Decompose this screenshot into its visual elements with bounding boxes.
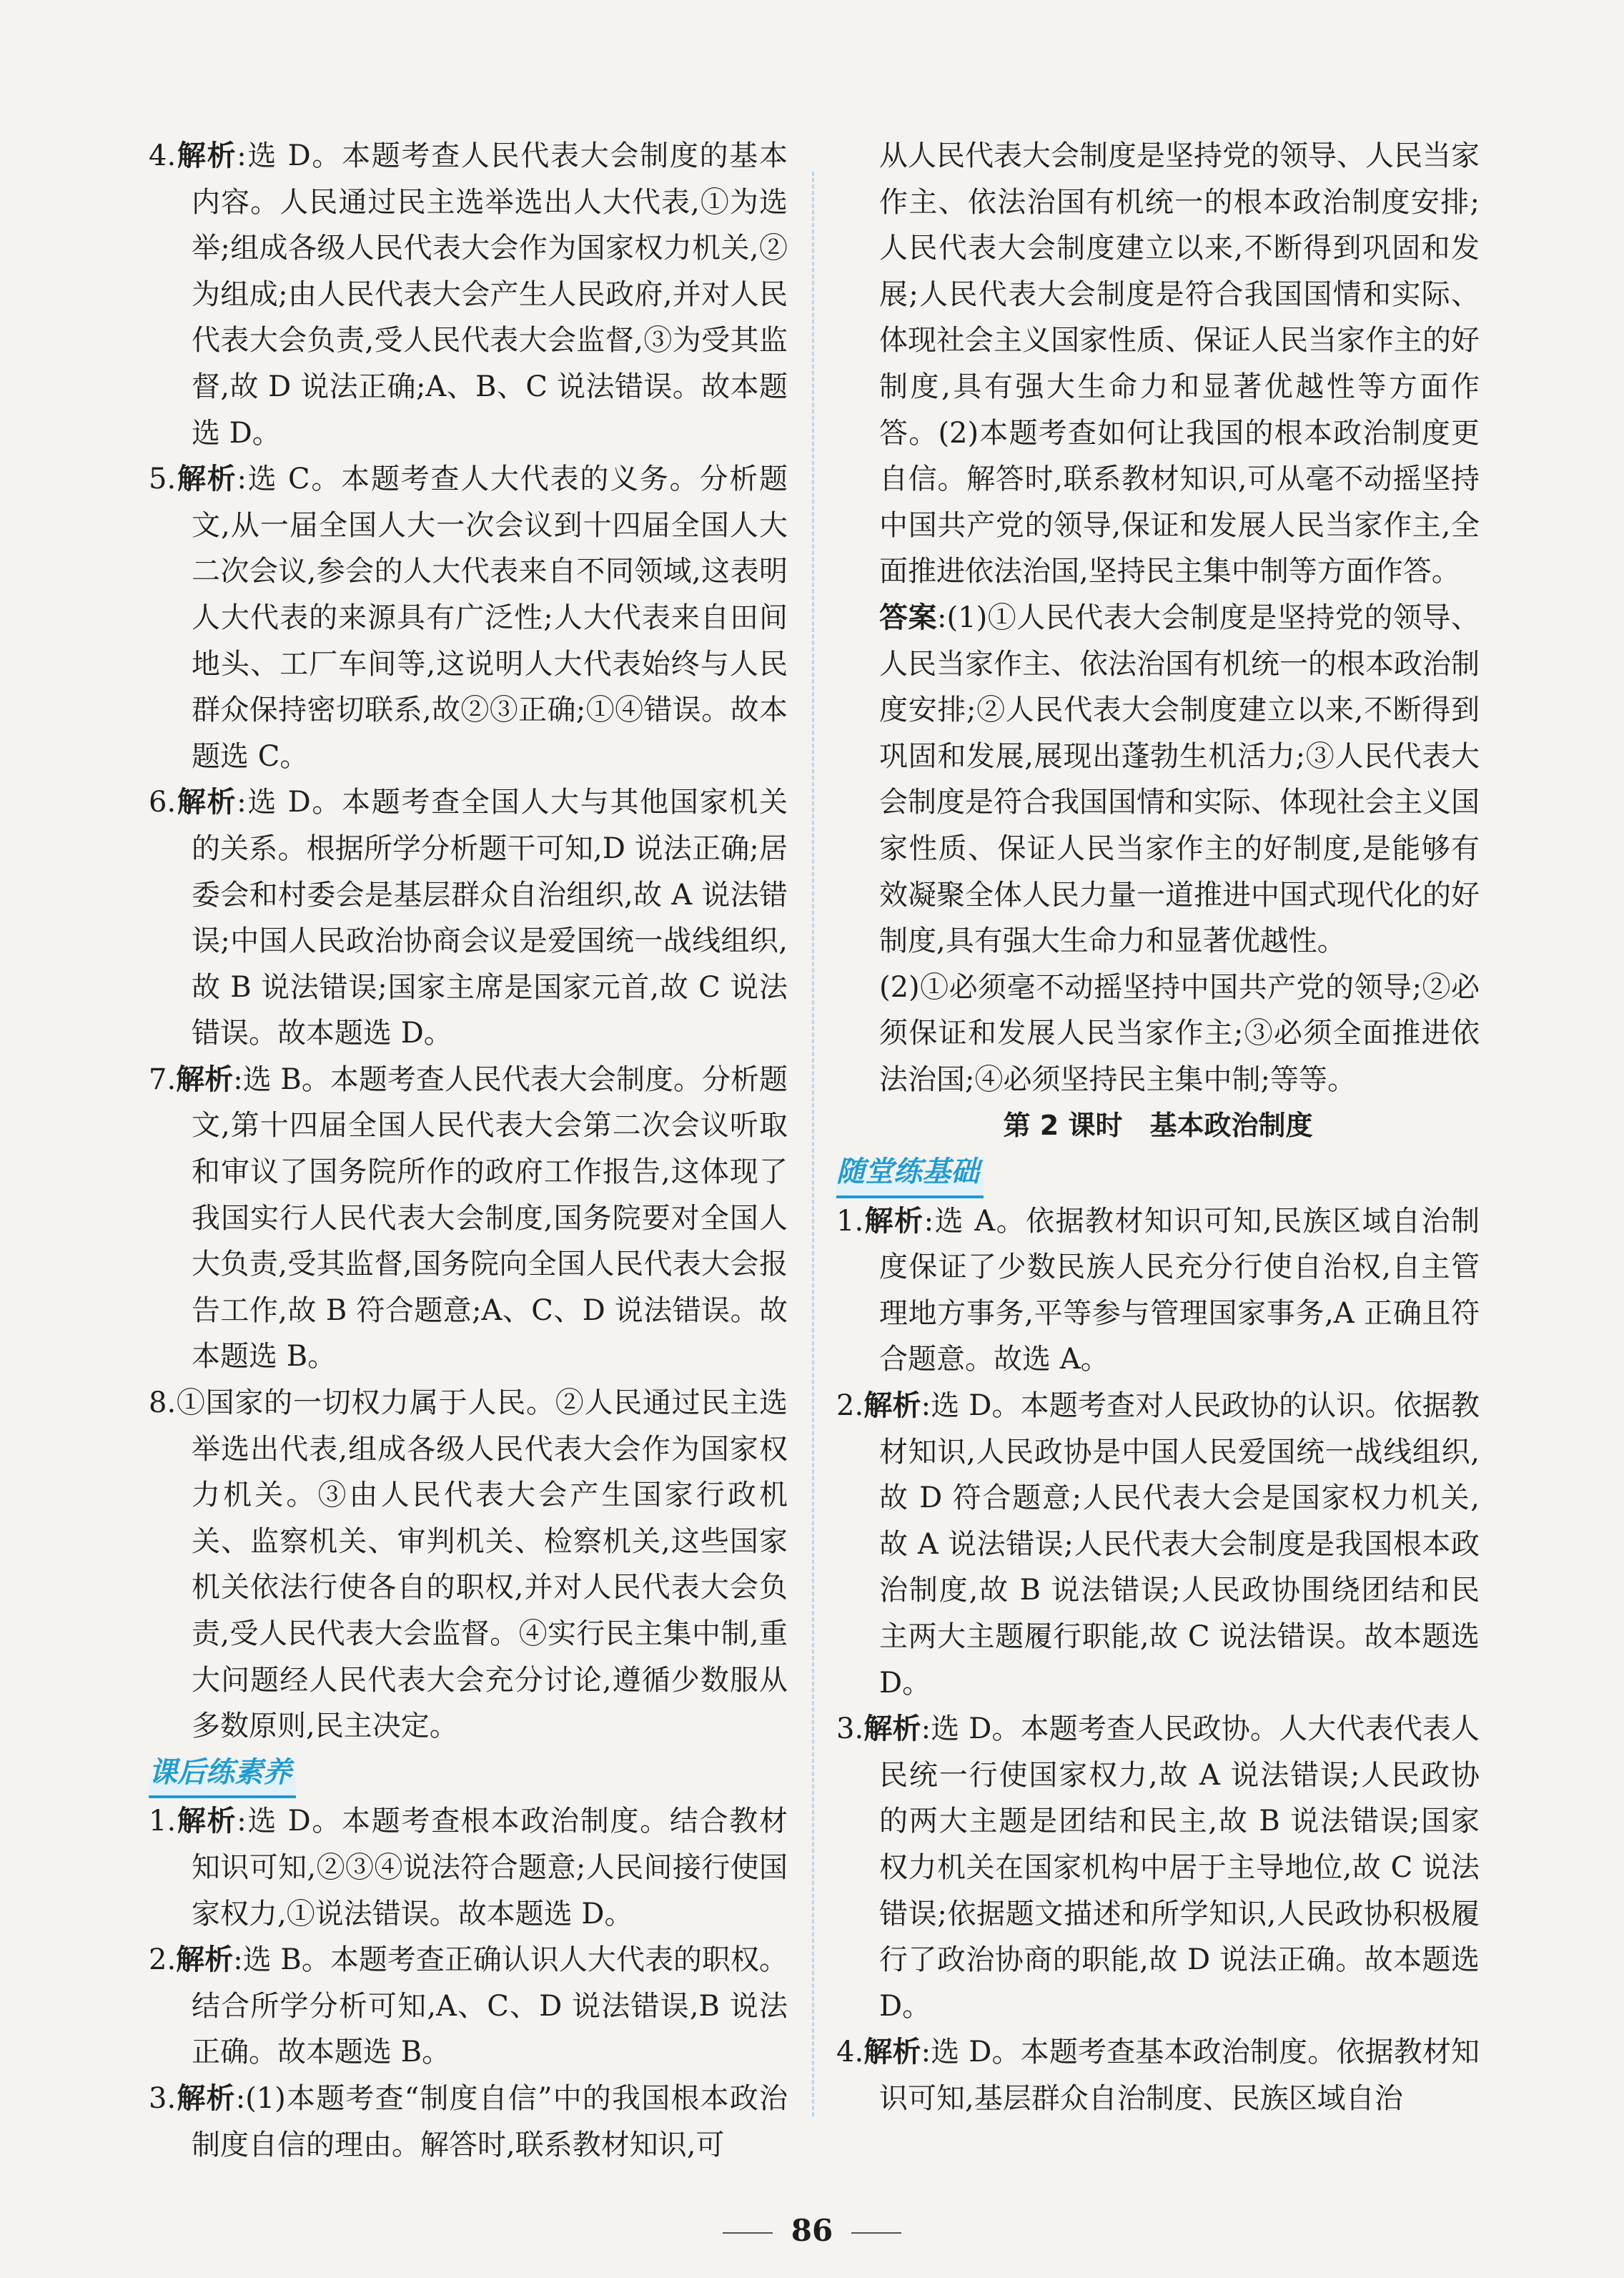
- answer-item-6: 6.解析:选 D。本题考查全国人大与其他国家机关的关系。根据所学分析题干可知,D 说法正确;居委会和村委会是基层群众自治组织,故 A 说法错误;中国人民政治协商会议是爱国统一战线组织,故 B 说法错误;国家主席是国家元首,故 C 说法错误。故本题选 D。: [149, 786, 788, 1050]
- answer-part-1: 答案:(1)①人民代表大会制度是坚持党的领导、人民当家作主、依法治国有机统一的根本政治制度安排;②人民代表大会制度建立以来,不断得到巩固和发展,展现出蓬勃生机活力;③人民代表大会制度是符合我国国情和实际、体现社会主义国家性质、保证人民当家作主的好制度,是能够有效凝聚全体人民力量一道推进中国式现代化的好制度,具有强大生命力和显著优越性。: [879, 601, 1480, 958]
- after-class-item-1: 1.解析:选 D。本题考查根本政治制度。结合教材知识可知,②③④说法符合题意;人民间接行使国家权力,①说法错误。故本题选 D。: [149, 1805, 788, 1931]
- page-number: 86: [791, 2213, 833, 2248]
- after-class-item-2: 2.解析:选 B。本题考查正确认识人大代表的职权。结合所学分析可知,A、C、D 说法错误,B 说法正确。故本题选 B。: [149, 1943, 788, 2069]
- answer-item-4: 4.解析:选 D。本题考查人民代表大会制度的基本内容。人民通过民主选举选出人大代表,①为选举;组成各级人民代表大会作为国家权力机关,②为组成;由人民代表大会产生人民政府,并对人民代表大会负责,受人民代表大会监督,③为受其监督,故 D 说法正确;A、B、C 说法错误。故本题选 D。: [149, 139, 788, 450]
- answer-item-5: 5.解析:选 C。本题考查人大代表的义务。分析题文,从一届全国人大一次会议到十四届全国人大二次会议,参会的人大代表来自不同领域,这表明人大代表的来源具有广泛性;人大代表来自田间地头、工厂车间等,这说明人大代表始终与人民群众保持密切联系,故②③正确;①④错误。故本题选 C。: [149, 463, 788, 773]
- answer-item-8: 8.①国家的一切权力属于人民。②人民通过民主选举选出代表,组成各级人民代表大会作为国家权力机关。③由人民代表大会产生国家行政机关、监察机关、审判机关、检察机关,这些国家机关依法行使各自的职权,并对人民代表大会负责,受人民代表大会监督。④实行民主集中制,重大问题经人民代表大会充分讨论,遵循少数服从多数原则,民主决定。: [149, 1386, 788, 1743]
- right-column: [836, 133, 1480, 2122]
- after-class-item-3: 3.解析:(1)本题考查“制度自信”中的我国根本政治制度自信的理由。解答时,联系教材知识,可: [149, 2081, 788, 2161]
- answer-item-7: 7.解析:选 B。本题考查人民代表大会制度。分析题文,第十四届全国人民代表大会第二次会议听取和审议了国务院所作的政府工作报告,这体现了我国实行人民代表大会制度,国务院要对全国人大负责,受其监督,国务院向全国人民代表大会报告工作,故 B 符合题意;A、C、D 说法错误。故本题选 B。: [149, 1062, 788, 1374]
- left-column: [149, 133, 788, 2168]
- answer-block: [836, 595, 1480, 1103]
- lesson-title: 第 2 课时 基本政治制度: [1003, 1110, 1313, 1142]
- in-class-item-3: 3.解析:选 D。本题考查人民政协。人大代表代表人民统一行使国家权力,故 A 说法错误;人民政协的两大主题是团结和民主,故 B 说法错误;国家权力机关在国家机构中居于主导地位,故 C 说法错误;依据题文描述和所学知识,人民政协积极履行了政治协商的职能,故 D 说法正确。故本题选 D。: [836, 1712, 1480, 2023]
- section-heading-after-class: 课后练素养: [149, 1750, 788, 1799]
- page-footer: [0, 2213, 1624, 2248]
- in-class-item-2: 2.解析:选 D。本题考查对人民政协的认识。依据教材知识,人民政协是中国人民爱国统一战线组织,故 D 符合题意;人民代表大会是国家权力机关,故 A 说法错误;人民代表大会制度是我国根本政治制度,故 B 说法错误;人民政协围绕团结和民主两大主题履行职能,故 C 说法错误。故本题选 D。: [836, 1389, 1480, 1700]
- answer-part-2: (2)①必须毫不动摇坚持中国共产党的领导;②必须保证和发展人民当家作主;③必须全面推进依法治国;④必须坚持民主集中制;等等。: [879, 970, 1480, 1096]
- in-class-item-4: 4.解析:选 D。本题考查基本政治制度。依据教材知识可知,基层群众自治制度、民族区域自治: [836, 2036, 1480, 2115]
- after-class-item-3-continued: 从人民代表大会制度是坚持党的领导、人民当家作主、依法治国有机统一的根本政治制度安排;人民代表大会制度建立以来,不断得到巩固和发展;人民代表大会制度是符合我国国情和实际、体现社会主义国家性质、保证人民当家作主的好制度,具有强大生命力和显著优越性等方面作答。(2)本题考查如何让我国的根本政治制度更自信。解答时,联系教材知识,可从毫不动摇坚持中国共产党的领导,保证和发展人民当家作主,全面推进依法治国,坚持民主集中制等方面作答。: [879, 139, 1480, 588]
- section-heading-in-class: 随堂练基础: [836, 1149, 1480, 1198]
- in-class-item-1: 1.解析:选 A。依据教材知识可知,民族区域自治制度保证了少数民族人民充分行使自治权,自主管理地方事务,平等参与管理国家事务,A 正确且符合题意。故选 A。: [836, 1204, 1480, 1376]
- column-divider: [812, 172, 814, 2116]
- footer-dash-right: [851, 2232, 901, 2234]
- footer-dash-left: [723, 2232, 773, 2234]
